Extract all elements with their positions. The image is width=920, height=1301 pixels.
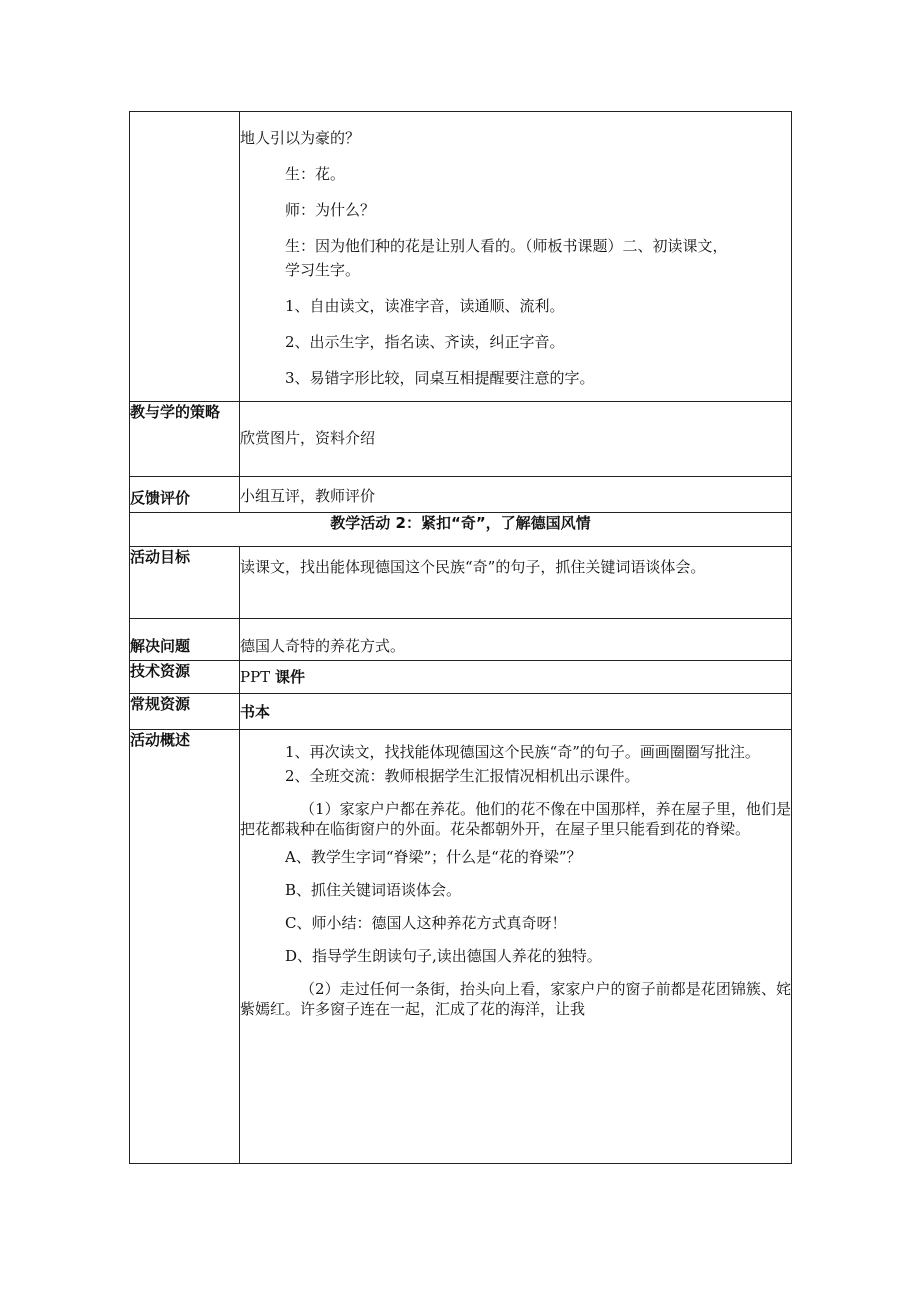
goal-row [130, 547, 792, 619]
problem-text: 德国人奇特的养花方式。 [240, 637, 406, 655]
intro-line-3: 师：为什么？ [285, 201, 376, 219]
activity2-header-row [130, 513, 792, 547]
intro-line-4: 生：因为他们种的花是让别人看的。（师板书课题）二、初读课文， [285, 237, 728, 255]
tech-label: 技术资源 [130, 661, 240, 694]
intro-line-7: 2、出示生字，指名读、齐读，纠正字音。 [285, 333, 565, 351]
overview-p4: （2）走过任何一条街，抬头向上看，家家户户的窗子前都是花团锦簇、姹紫嫣红。许多窗子连在一起，汇成了花的海洋，让我 [240, 980, 791, 1018]
overview-pB: B、抓住关键词语谈体会。 [285, 881, 462, 899]
regular-value [240, 694, 792, 730]
strategy-row [130, 402, 792, 477]
goal-value [240, 547, 792, 619]
problem-value [240, 619, 792, 661]
problem-label: 解决问题 [130, 619, 240, 661]
overview-p3: （1）家家户户都在养花。他们的花不像在中国那样，养在屋子里，他们是把花都栽种在临街窗户的外面。花朵都朝外开，在屋子里只能看到花的脊梁。 [240, 800, 791, 838]
overview-label: 活动概述 [130, 730, 240, 1164]
tech-value [240, 661, 792, 694]
strategy-text: 欣赏图片，资料介绍 [240, 429, 376, 447]
regular-label: 常规资源 [130, 694, 240, 730]
feedback-text: 小组互评，教师评价 [240, 487, 376, 505]
intro-line-5: 学习生字。 [285, 261, 361, 279]
intro-line-8: 3、易错字形比较，同桌互相提醒要注意的字。 [285, 369, 595, 387]
activity2-header: 教学活动 2：紧扣“奇”，了解德国风情 [130, 513, 792, 547]
regular-text: 书本 [240, 702, 271, 721]
overview-pA: A、教学生字词“脊梁”；什么是“花的脊梁”？ [285, 848, 582, 866]
tech-prefix: PPT [240, 668, 271, 686]
goal-text: 读课文，找出能体现德国这个民族“奇”的句子，抓住关键词语谈体会。 [240, 558, 706, 576]
strategy-value [240, 402, 792, 477]
intro-row [130, 112, 792, 402]
intro-content-cell [240, 112, 792, 402]
feedback-value [240, 477, 792, 513]
intro-line-1: 地人引以为豪的？ [240, 129, 361, 147]
intro-label-cell [130, 112, 240, 402]
intro-line-2: 生：花。 [285, 165, 346, 183]
goal-label: 活动目标 [130, 547, 240, 619]
feedback-label: 反馈评价 [130, 477, 240, 513]
tech-row [130, 661, 792, 694]
tech-suffix: 课件 [274, 668, 305, 686]
overview-pC: C、师小结：德国人这种养花方式真奇呀！ [285, 914, 567, 932]
feedback-row [130, 477, 792, 513]
overview-p1: 1、再次读文，找找能体现德国这个民族“奇”的句子。画画圈圈写批注。 [285, 743, 760, 761]
overview-row [130, 730, 792, 1164]
regular-row [130, 694, 792, 730]
overview-content [240, 730, 792, 1164]
overview-pD: D、指导学生朗读句子,读出德国人养花的独特。 [285, 947, 602, 965]
problem-row [130, 619, 792, 661]
strategy-label: 教与学的策略 [130, 402, 240, 477]
intro-line-6: 1、自由读文，读准字音，读通顺、流利。 [285, 297, 565, 315]
overview-p2: 2、全班交流：教师根据学生汇报情况相机出示课件。 [285, 767, 640, 785]
lesson-plan-table [129, 111, 792, 1164]
